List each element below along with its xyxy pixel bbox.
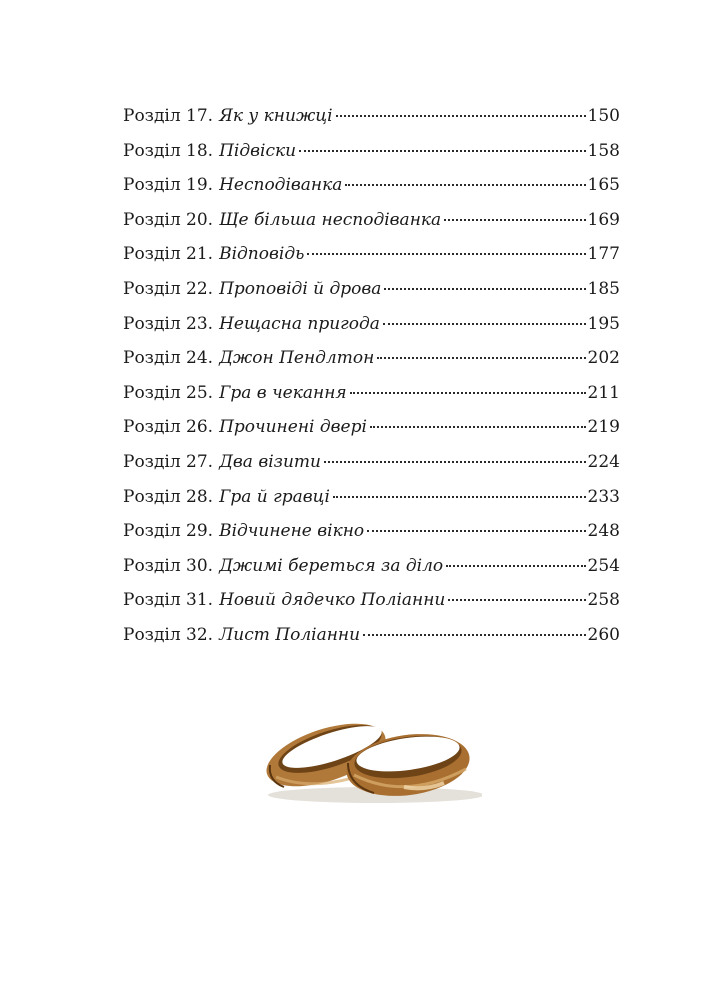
- chapter-number: Розділ 27.: [123, 451, 214, 472]
- page-number: 169: [587, 209, 620, 230]
- page-number: 150: [587, 106, 620, 126]
- chapter-number: Розділ 31.: [123, 590, 214, 611]
- chapter-number: Розділ 26.: [123, 417, 214, 438]
- toc-entry-23[interactable]: [123, 307, 620, 342]
- toc-entry-28[interactable]: [123, 480, 620, 515]
- chapter-title: Джон Пендлтон: [219, 348, 375, 369]
- toc-entry-24[interactable]: [123, 341, 620, 376]
- toc-entry-18[interactable]: [123, 134, 620, 169]
- chapter-number: Розділ 28.: [123, 486, 214, 507]
- page-number: 202: [587, 348, 620, 369]
- page-number: 165: [587, 175, 620, 196]
- dot-leader: [350, 392, 586, 394]
- chapter-title: Відчинене вікно: [219, 521, 365, 542]
- chapter-title: Ще більша несподіванка: [219, 209, 442, 230]
- toc-entry-27[interactable]: [123, 445, 620, 480]
- chapter-number: Розділ 17.: [123, 106, 214, 126]
- chapter-number: Розділ 20.: [123, 209, 214, 230]
- dot-leader: [446, 565, 585, 567]
- dot-leader: [307, 253, 585, 255]
- toc-entry-21[interactable]: [123, 237, 620, 272]
- chapter-number: Розділ 24.: [123, 348, 214, 369]
- chapter-title: Джимі береться за діло: [219, 555, 444, 576]
- chapter-title: Лист Поліанни: [219, 624, 361, 645]
- chapter-number: Розділ 23.: [123, 313, 214, 334]
- chapter-title: Два візити: [219, 451, 321, 472]
- dot-leader: [444, 219, 585, 221]
- dot-leader: [377, 357, 585, 359]
- page-number: 233: [587, 486, 620, 507]
- dot-leader: [383, 323, 586, 325]
- toc-entry-32[interactable]: [123, 618, 620, 653]
- chapter-title: Прочинені двері: [219, 417, 367, 438]
- chapter-number: Розділ 18.: [123, 140, 214, 161]
- chapter-number: Розділ 25.: [123, 382, 214, 403]
- toc-entry-25[interactable]: [123, 376, 620, 411]
- toc-entry-31[interactable]: [123, 583, 620, 618]
- dot-leader: [299, 150, 585, 152]
- chapter-title: Як у книжці: [219, 106, 333, 126]
- chapter-title: Несподіванка: [219, 175, 343, 196]
- dot-leader: [345, 184, 585, 186]
- page-number: 211: [587, 382, 620, 403]
- chapter-title: Відповідь: [219, 244, 305, 265]
- toc-entry-26[interactable]: [123, 410, 620, 445]
- chapter-number: Розділ 19.: [123, 175, 214, 196]
- page-number: 195: [587, 313, 620, 334]
- chapter-title: Нещасна пригода: [219, 313, 380, 334]
- wedding-rings-icon: [256, 705, 482, 810]
- toc-entry-19[interactable]: [123, 168, 620, 203]
- chapter-number: Розділ 29.: [123, 521, 214, 542]
- toc-entry-17[interactable]: [123, 99, 620, 134]
- dot-leader: [363, 634, 585, 636]
- page-number: 224: [587, 451, 620, 472]
- toc-entry-20[interactable]: [123, 203, 620, 238]
- page-number: 254: [587, 555, 620, 576]
- toc-entry-22[interactable]: [123, 272, 620, 307]
- page-number: 219: [587, 417, 620, 438]
- page-number: 185: [587, 278, 620, 299]
- toc-entry-30[interactable]: [123, 549, 620, 584]
- page-number: 158: [587, 140, 620, 161]
- dot-leader: [384, 288, 585, 290]
- dot-leader: [367, 530, 585, 532]
- chapter-title: Новий дядечко Поліанни: [219, 590, 446, 611]
- chapter-title: Гра в чекання: [219, 382, 347, 403]
- chapter-number: Розділ 30.: [123, 555, 214, 576]
- dot-leader: [336, 115, 586, 117]
- page-number: 258: [587, 590, 620, 611]
- page-number: 177: [587, 244, 620, 265]
- dot-leader: [333, 496, 586, 498]
- page-number: 248: [587, 521, 620, 542]
- dot-leader: [324, 461, 586, 463]
- chapter-title: Проповіді й дрова: [219, 278, 382, 299]
- dot-leader: [448, 599, 585, 601]
- chapter-number: Розділ 32.: [123, 624, 214, 645]
- chapter-number: Розділ 21.: [123, 244, 214, 265]
- chapter-number: Розділ 22.: [123, 278, 214, 299]
- toc-entry-29[interactable]: [123, 514, 620, 549]
- chapter-title: Гра й гравці: [219, 486, 330, 507]
- table-of-contents: [123, 99, 620, 653]
- dot-leader: [370, 426, 586, 428]
- page-number: 260: [587, 624, 620, 645]
- chapter-title: Підвіски: [219, 140, 297, 161]
